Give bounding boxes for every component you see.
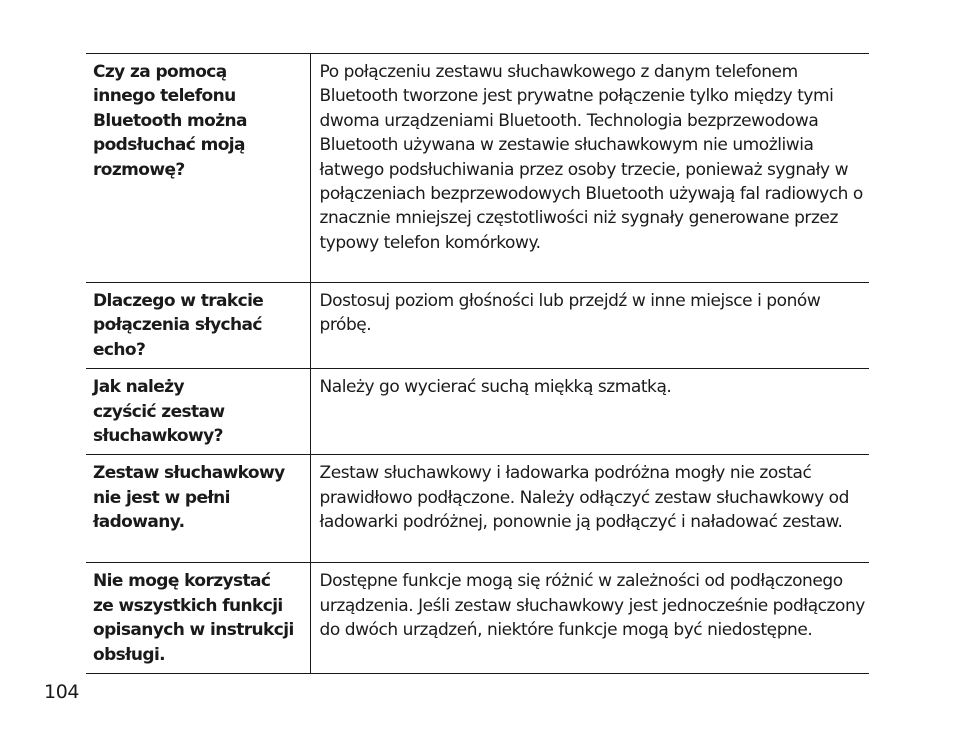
faq-row <box>86 54 869 283</box>
faq-answer: Należy go wycierać suchą miękką szmatką. <box>310 369 869 455</box>
faq-answer: Dostępne funkcje mogą się różnić w zależności od podłączonego urządzenia. Jeśli zestaw słuchawkowy jest jednocześnie podłączony do dwóch urządzeń, niektóre funkcje mogą być niedostępne. <box>310 563 869 674</box>
faq-table <box>86 53 869 674</box>
faq-row <box>86 369 869 455</box>
faq-answer: Po połączeniu zestawu słuchawkowego z danym telefonem Bluetooth tworzone jest prywatne połączenie tylko między tymi dwoma urządzeniami Bluetooth. Technologia bezprzewodowa Bluetooth używana w zestawie słuchawkowym nie umożliwia łatwego podsłuchiwania przez osoby trzecie, ponieważ sygnały w połączeniach bezprzewodowych Bluetooth używają fal radiowych o znacznie mniejszej częstotliwości niż sygnały generowane przez typowy telefon komórkowy. <box>310 54 869 283</box>
faq-question: Dlaczego w trakcie połączenia słychać echo? <box>86 283 310 369</box>
faq-row <box>86 283 869 369</box>
faq-question: Czy za pomocą innego telefonu Bluetooth można podsłuchać moją rozmowę? <box>86 54 310 283</box>
faq-question: Jak należy czyścić zestaw słuchawkowy? <box>86 369 310 455</box>
faq-question: Zestaw słuchawkowy nie jest w pełni ładowany. <box>86 455 310 563</box>
faq-answer: Zestaw słuchawkowy i ładowarka podróżna mogły nie zostać prawidłowo podłączone. Należy odłączyć zestaw słuchawkowy od ładowarki podróżnej, ponownie ją podłączyć i naładować zestaw. <box>310 455 869 563</box>
page-number: 104 <box>44 681 80 703</box>
faq-row <box>86 563 869 674</box>
faq-question: Nie mogę korzystać ze wszystkich funkcji opisanych w instrukcji obsługi. <box>86 563 310 674</box>
faq-answer: Dostosuj poziom głośności lub przejdź w inne miejsce i ponów próbę. <box>310 283 869 369</box>
faq-row <box>86 455 869 563</box>
